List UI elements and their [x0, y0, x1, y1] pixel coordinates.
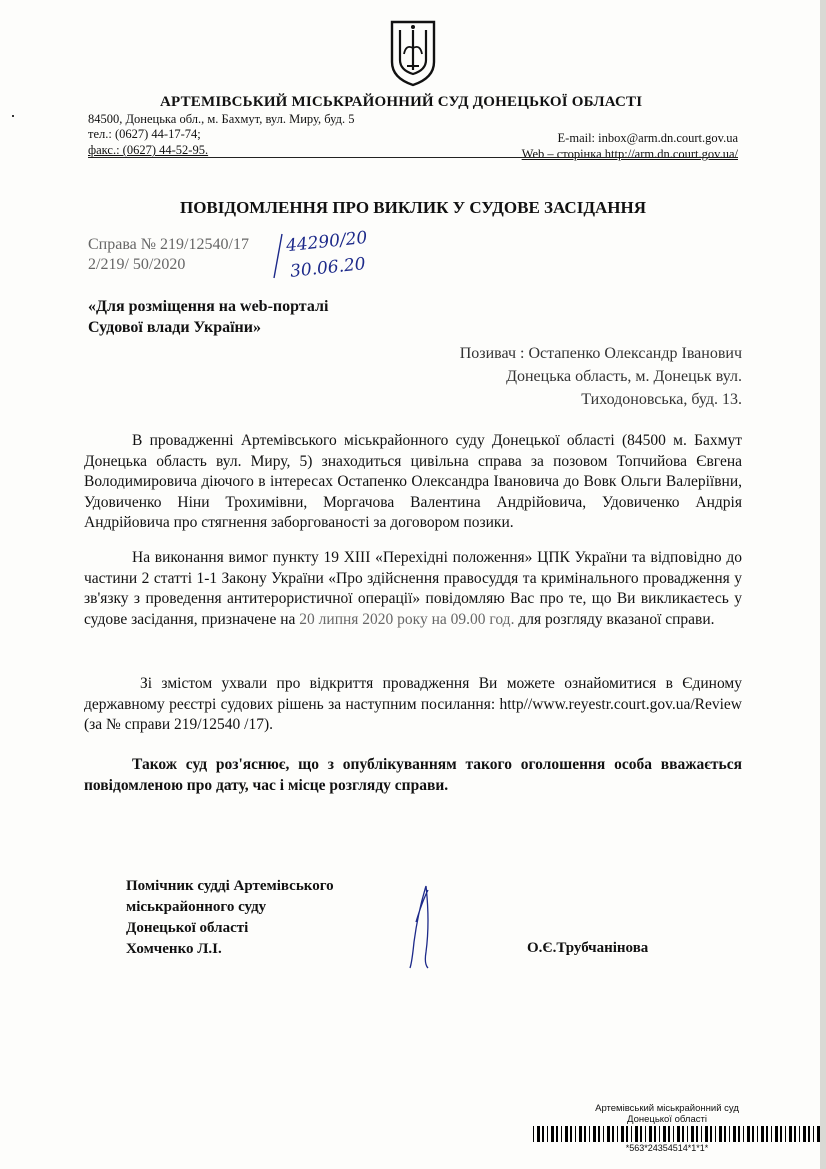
body-paragraph-2: [84, 548, 742, 630]
barcode-stamp-label: [560, 1103, 774, 1125]
court-phone: тел.: (0627) 44-17-74;: [88, 127, 201, 141]
plaintiff-address-line2: Тиходоновська, буд. 13.: [581, 391, 742, 408]
handwritten-registration-number: 44290/20: [285, 227, 369, 257]
plaintiff-address-line1: Донецька область, м. Донецьк вул.: [506, 368, 742, 385]
portal-note-line1: «Для розміщення на web-порталі: [88, 298, 329, 315]
court-name: АРТЕМІВСЬКИЙ МІСЬКРАЙОННИЙ СУД ДОНЕЦЬКОЇ ОБЛАСТІ: [160, 94, 643, 110]
body-paragraph-1: [84, 431, 742, 534]
case-numbers: [88, 235, 249, 275]
signature-name: О.Є.Трубчанінова: [527, 940, 649, 956]
court-address: 84500, Донецька обл., м. Бахмут, вул. Миру, буд. 5: [88, 112, 355, 126]
coat-of-arms-icon: [388, 18, 438, 88]
signer-name: Хомченко Л.І.: [126, 941, 222, 957]
proceeding-number: 2/219/ 50/2020: [88, 256, 186, 273]
signature-icon: [396, 882, 446, 972]
hearing-date: 20 липня 2020 року на 09.00 год.: [299, 610, 515, 628]
closing-statement: Також суд роз'яснює, що з опублікуванням такого оголошення особа вважається повідомленою про дату, час і місце розгляду справи.: [84, 756, 742, 794]
stamp-court-name: Артемівський міськрайонний суд: [595, 1103, 739, 1114]
paragraph-case-info: В провадженні Артемівського міськрайонного суду Донецької області (84500 м. Бахмут Донецька область вул. Миру, 5) знаходиться цивільна справа за позовом Топчийова Євгена Володимировича діючого в інтересах Остапенко Олександра Івановича до Вовк Ольги Валеріївни, Удовиченко Ніни Трохимівни, Моргачова Валентина Андрійовича, Удовиченко Андрія Андрійовича про стягнення заборгованості за договором позики.: [84, 432, 742, 531]
summons-text: На виконання вимог пункту 19 ХІІІ «Перехідні положення» ЦПК України та відповідно до частини 2 статті 1-1 Закону України «Про здійснення правосуддя та кримінального провадження у зв'язку з проведення антитерористичної операції» повідомляю Вас про те, що Ви викликаєтесь у судове засідання, призначене на: [84, 549, 742, 628]
summons-text-end: для розгляду вказаної справи.: [514, 610, 715, 628]
court-website: Web – сторінка http://arm.dn.court.gov.ua/: [521, 147, 738, 161]
plaintiff-block: [460, 342, 742, 411]
body-paragraph-3: [84, 674, 742, 736]
signer-block: [126, 876, 334, 960]
handwritten-stroke: [270, 232, 286, 280]
court-fax: факс.: (0627) 44-52-95.: [88, 143, 209, 157]
case-number: Справа № 219/12540/17: [88, 236, 249, 253]
portal-note-line2: Судової влади України»: [88, 319, 261, 336]
paragraph-summons: [84, 548, 742, 630]
portal-note: [88, 296, 328, 338]
barcode-number: *563*24354514*1*1*: [625, 1143, 709, 1153]
document-title: ПОВІДОМЛЕННЯ ПРО ВИКЛИК У СУДОВЕ ЗАСІДАННЯ: [179, 198, 647, 217]
page-edge-shadow: [820, 0, 826, 1169]
signer-position-line2: міськрайонного суду: [126, 899, 267, 915]
scan-speck: [12, 115, 14, 117]
barcode-icon: [533, 1126, 820, 1142]
header-divider: [88, 157, 738, 158]
signer-position-line1: Помічник судді Артемівського: [126, 878, 334, 894]
plaintiff-name: Позивач : Остапенко Олександр Іванович: [459, 345, 742, 362]
paragraph-registry-link: Зі змістом ухвали про відкриття провадження Ви можете ознайомитися в Єдиному державному реєстрі судових рішень за наступним посилання: http//www.reyestr.court.gov.ua/Review (за № справи 219/12540 /17).: [84, 675, 742, 733]
handwritten-registration-date: 30.06.20: [289, 254, 367, 282]
court-email: E-mail: inbox@arm.dn.court.gov.ua: [557, 131, 738, 145]
signer-position-line3: Донецької області: [126, 920, 249, 936]
stamp-region: Донецької області: [627, 1114, 707, 1125]
